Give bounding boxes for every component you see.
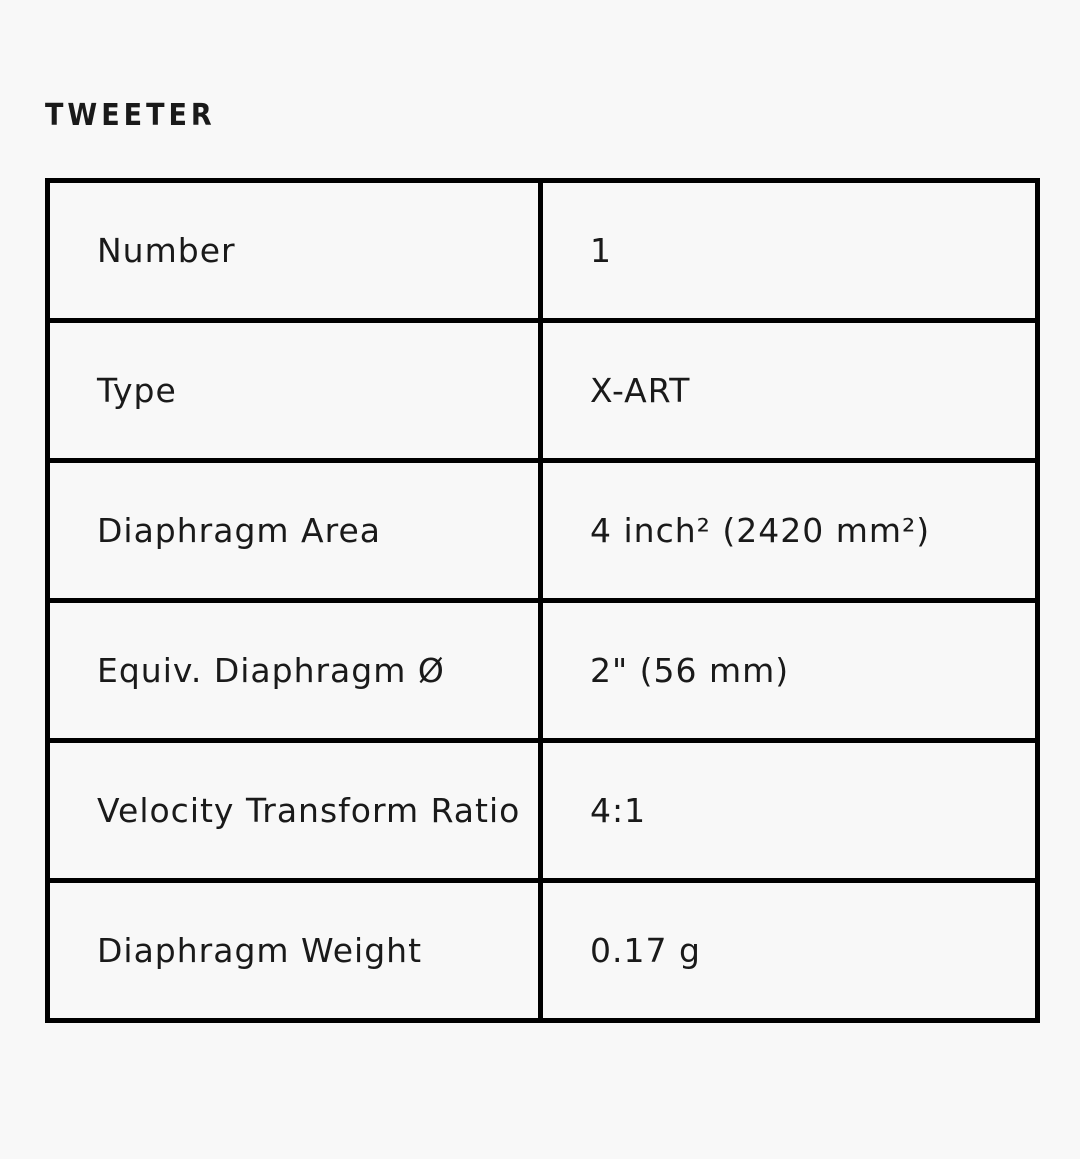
spec-value: 4:1: [541, 741, 1038, 881]
spec-label: Diaphragm Weight: [48, 881, 541, 1021]
spec-row-diaphragm-weight: [48, 881, 1038, 1021]
spec-label: Type: [48, 321, 541, 461]
spec-label: Equiv. Diaphragm Ø: [48, 601, 541, 741]
spec-label: Velocity Transform Ratio: [48, 741, 541, 881]
spec-label: Diaphragm Area: [48, 461, 541, 601]
spec-label: Number: [48, 181, 541, 321]
spec-value: 2" (56 mm): [541, 601, 1038, 741]
spec-table: [45, 178, 1040, 1023]
spec-value: X-ART: [541, 321, 1038, 461]
spec-value: 1: [541, 181, 1038, 321]
spec-row-number: [48, 181, 1038, 321]
spec-row-equiv-diaphragm: [48, 601, 1038, 741]
spec-value: 4 inch² (2420 mm²): [541, 461, 1038, 601]
spec-row-velocity-ratio: [48, 741, 1038, 881]
spec-value: 0.17 g: [541, 881, 1038, 1021]
spec-row-diaphragm-area: [48, 461, 1038, 601]
spec-row-type: [48, 321, 1038, 461]
section-title: TWEETER: [45, 98, 216, 133]
